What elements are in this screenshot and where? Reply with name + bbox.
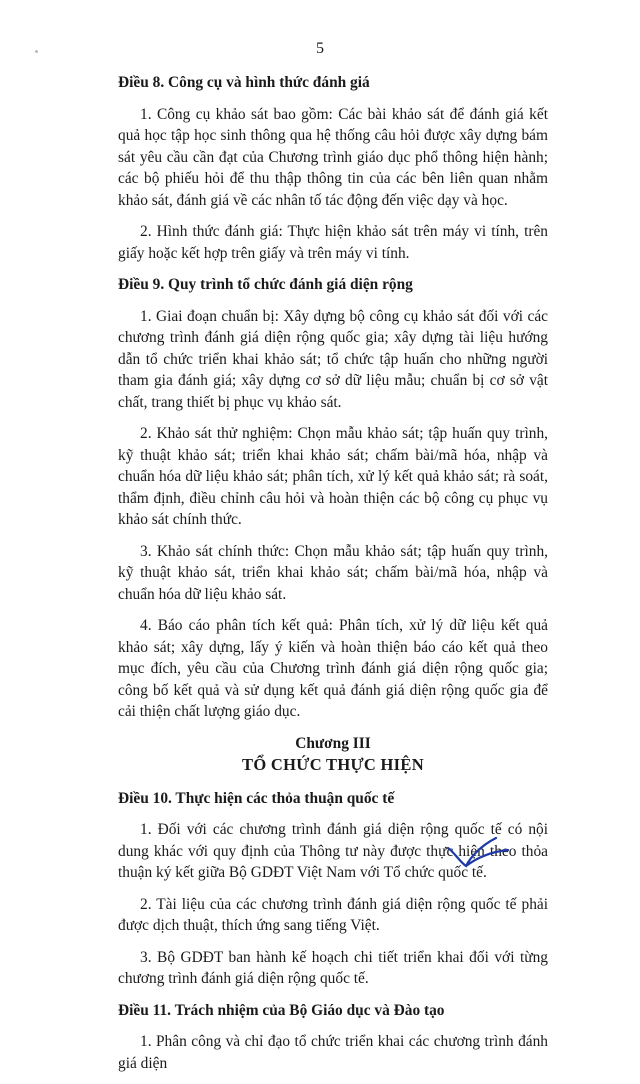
article-11-heading: Điều 11. Trách nhiệm của Bộ Giáo dục và Đào tạo xyxy=(118,1001,445,1019)
chapter-label: Chương III xyxy=(295,734,371,752)
article-10-para-1: 1. Đối với các chương trình đánh giá diện rộng quốc tế có nội dung khác với quy định của Thông tư này được thực hiện theo thỏa thuận ký kết giữa Bộ GDĐT Việt Nam với Tổ chức quốc tế. xyxy=(118,821,548,881)
article-9-heading: Điều 9. Quy trình tổ chức đánh giá diện rộng xyxy=(118,276,413,293)
article-8-para-1: 1. Công cụ khảo sát bao gồm: Các bài khảo sát để đánh giá kết quả học tập học sinh thông qua hệ thống câu hỏi được xây dựng bám sát yêu cầu cần đạt của Chương trình giáo dục phổ thông hiện hành; các bộ phiếu hỏi để thu thập thông tin của các bên liên quan nhằm khảo sát, đánh giá về các nhân tố tác động đến việc dạy và học. xyxy=(118,105,548,209)
article-9-para-4: 4. Báo cáo phân tích kết quả: Phân tích, xử lý dữ liệu kết quả khảo sát; xây dựng, lấy ý kiến và hoàn thiện báo cáo kết quả theo mục đích, yêu cầu của Chương trình đánh giá diện rộng quốc gia; công bố kết quả và sử dụng kết quả đánh giá diện rộng quốc gia để cải thiện chất lượng giáo dục. xyxy=(118,617,548,720)
article-9-para-2: 2. Khảo sát thử nghiệm: Chọn mẫu khảo sát; tập huấn quy trình, kỹ thuật khảo sát; triển khai khảo sát; chấm bài/mã hóa, nhập và chuẩn hóa dữ liệu khảo sát; phân tích, xử lý kết quả khảo sát; rà soát, thẩm định, điều chỉnh câu hỏi và hoàn thiện các bộ công cụ phục vụ khảo sát chính thức. xyxy=(118,425,548,528)
article-9-para-1: 1. Giai đoạn chuẩn bị: Xây dựng bộ công cụ khảo sát đối với các chương trình đánh giá diện rộng quốc gia; xây dựng tài liệu hướng dẫn tổ chức triển khai khảo sát; tổ chức tập huấn cho những người tham gia đánh giá; xây dựng cơ sở dữ liệu mẫu; chuẩn bị cơ sở vật chất, trang thiết bị phục vụ khảo sát. xyxy=(118,307,548,411)
chapter-title: TỔ CHỨC THỰC HIỆN xyxy=(242,755,424,774)
article-8-heading: Điều 8. Công cụ và hình thức đánh giá xyxy=(118,74,370,91)
initial-signature xyxy=(444,828,514,878)
article-10-para-2: 2. Tài liệu của các chương trình đánh giá diện rộng quốc tế phải được dịch thuật, thích ứng sang tiếng Việt. xyxy=(118,895,548,934)
document-body xyxy=(118,72,548,1084)
article-10-heading: Điều 10. Thực hiện các thỏa thuận quốc tế xyxy=(118,789,395,807)
page-number: 5 xyxy=(316,40,324,57)
article-11-para-1: 1. Phân công và chỉ đạo tổ chức triển khai các chương trình đánh giá diện xyxy=(118,1033,548,1072)
article-9-para-3: 3. Khảo sát chính thức: Chọn mẫu khảo sát; tập huấn quy trình, kỹ thuật khảo sát, triển khai khảo sát; chấm bài/mã hóa, nhập và chuẩn hóa dữ liệu khảo sát. xyxy=(118,542,548,603)
article-8-para-2: 2. Hình thức đánh giá: Thực hiện khảo sát trên máy vi tính, trên giấy hoặc kết hợp trên giấy và trên máy vi tính. xyxy=(118,223,548,262)
article-10-para-3: 3. Bộ GDĐT ban hành kế hoạch chi tiết triển khai đối với từng chương trình đánh giá diện rộng quốc tế. xyxy=(118,948,548,987)
